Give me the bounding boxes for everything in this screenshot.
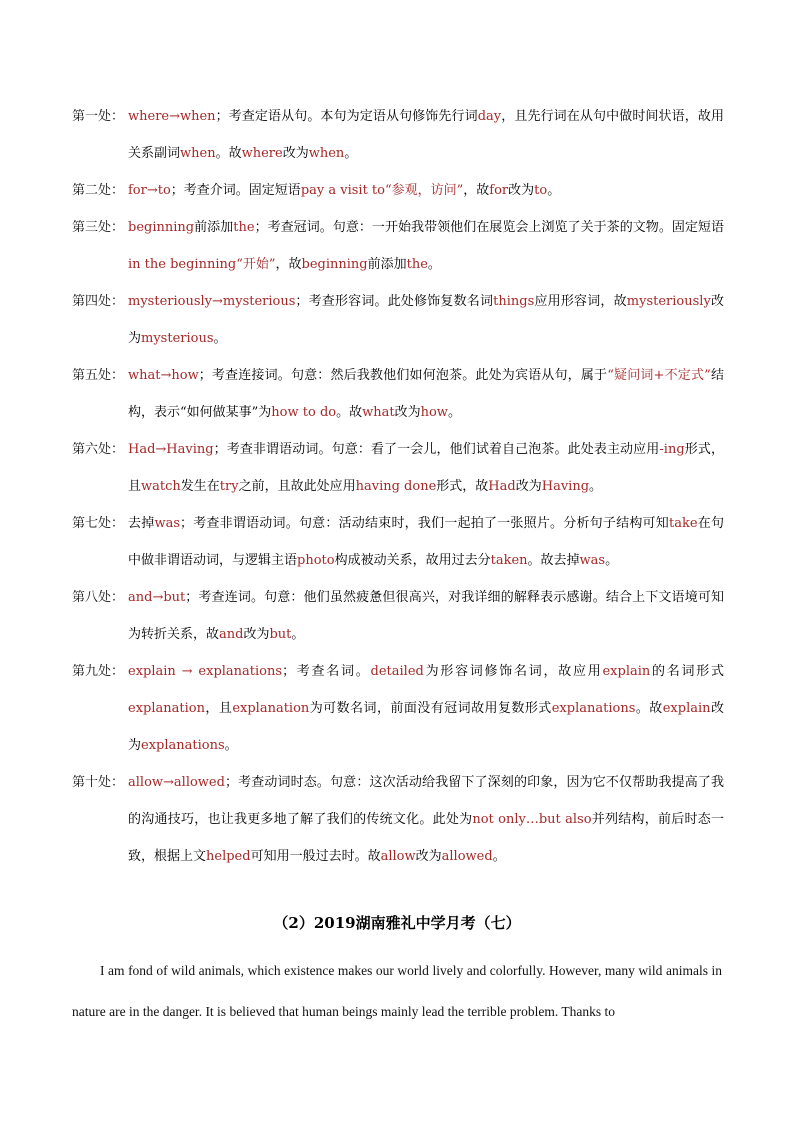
answer-label: 第五处： [72,368,125,383]
body-text: 改为 [282,146,309,161]
highlight-text: what→how [128,368,199,383]
body-text: 。 [224,738,238,753]
body-text: 改为 [128,294,724,346]
body-text: 。故 [215,146,242,161]
answer-text [128,220,724,272]
highlight-text: explain [662,701,711,716]
answer-label: 第一处： [72,109,125,124]
answer-text [128,109,724,161]
body-text: 。 [213,331,227,346]
highlight-text: “开始” [236,257,276,272]
body-text: 形式，故 [436,479,489,494]
body-text: 改为 [128,701,724,753]
answer-label: 第八处： [72,590,125,605]
highlight-text: not only…but also [472,812,592,827]
highlight-text: allow [380,849,416,864]
body-text: 之前，且故此处应用 [238,479,356,494]
highlight-text: explain [602,664,651,679]
body-text: 改为 [515,479,542,494]
highlight-text: explanations [141,738,225,753]
body-text: ，且 [204,701,233,716]
highlight-text: taken [490,553,528,568]
highlight-text: explanation [128,701,205,716]
answer-item [72,98,724,172]
highlight-text: and→but [128,590,186,605]
body-text: 形式，且 [128,442,724,494]
body-text: 的名词形式 [650,664,724,679]
answer-item [72,579,724,653]
answer-item [72,764,724,875]
answer-text [128,590,724,642]
body-text: 为形容词修饰名词，故应用 [423,664,603,679]
body-text: 前添加 [194,220,234,235]
body-text: 。 [427,257,441,272]
highlight-text: things [493,294,535,309]
highlight-text: try [219,479,239,494]
highlight-text: take [668,516,698,531]
highlight-text: mysteriously→mysterious [128,294,296,309]
answer-text [128,442,724,494]
body-text: 。故去掉 [527,553,580,568]
body-text: 改为 [508,183,535,198]
body-text: ，故 [463,183,490,198]
highlight-text: helped [206,849,251,864]
body-text: 前添加 [367,257,407,272]
answer-label: 第十处： [72,775,125,790]
body-text: 。 [344,146,358,161]
highlight-text: was [579,553,606,568]
body-text: 。故 [635,701,663,716]
highlight-text: beginning [301,257,368,272]
highlight-text: beginning [128,220,195,235]
body-text: 去掉 [128,516,155,531]
essay-paragraph: I am fond of wild animals, which existence makes our world lively and colorfully. However, many wild animals in nature are in the danger. It is believed that human beings mainly lead the terrible problem. Thanks to [72,963,722,1019]
highlight-text: when [308,146,345,161]
body-text: ；考查定语从句。本句为定语从句修饰先行词 [215,109,478,124]
body-text: 发生在 [180,479,220,494]
highlight-text: “参观，访问” [384,183,464,198]
body-text: 改为 [243,627,270,642]
highlight-text: where→when [128,109,216,124]
highlight-text: having done [355,479,437,494]
highlight-text: the [406,257,428,272]
answer-label: 第四处： [72,294,125,309]
body-text: 可知用一般过去时。故 [250,849,381,864]
highlight-text: where [241,146,283,161]
highlight-text: but [269,627,292,642]
answer-label: 第三处： [72,220,125,235]
highlight-text: for→to [128,183,171,198]
highlight-text: day [477,109,502,124]
highlight-text: explain → explanations [128,664,283,679]
answer-text [128,294,724,346]
answer-label: 第七处： [72,516,125,531]
body-text: 。故 [336,405,363,420]
highlight-text: how to do [271,405,337,420]
answer-list [72,98,724,875]
body-text: ；考查名词。 [282,664,371,679]
highlight-text: Had→Having [128,442,214,457]
body-text: ；考查动词时态。句意：这次活动给我留下了深刻的印象，因为它不仅帮助我提高了我的沟通技巧，也让我更多地了解了我们的传统文化。此处为 [128,775,724,827]
answer-text [128,664,724,753]
highlight-text: mysterious [141,331,214,346]
answer-label: 第六处： [72,442,125,457]
body-text: 。 [291,627,305,642]
body-text: ；考查非谓语动词。句意：看了一会儿，他们试着自己泡茶。此处表主动应用 [213,442,660,457]
highlight-text: pay a visit to [300,183,385,198]
highlight-text: Had [488,479,516,494]
body-text: ；考查冠词。句意：一开始我带领他们在展览会上浏览了关于茶的文物。固定短语 [254,220,724,235]
answer-item [72,357,724,431]
highlight-text: photo [297,553,335,568]
section-title: （2）2019湖南雅礼中学月考（七） [273,914,521,932]
answer-label: 第二处： [72,183,125,198]
highlight-text: when [180,146,216,161]
highlight-text: allowed [441,849,493,864]
highlight-text: explanations [551,701,636,716]
body-text: 。 [492,849,506,864]
body-text: ；考查形容词。此处修饰复数名词 [295,294,494,309]
answer-item [72,283,724,357]
body-text: 在句中做非谓语动词，与逻辑主语 [128,516,724,568]
highlight-text: in the beginning [128,257,237,272]
body-text: 应用形容词，故 [534,294,627,309]
highlight-text: allow→allowed [128,775,225,790]
answer-item [72,431,724,505]
body-text: 构成被动关系，故用过去分 [334,553,491,568]
highlight-text: how [420,405,448,420]
body-text: 。 [589,479,603,494]
answer-item [72,209,724,283]
body-text: 为可数名词，前面没有冠词故用复数形式 [309,701,552,716]
body-text: ，故 [275,257,302,272]
highlight-text: and [219,627,244,642]
body-text: ；考查介词。固定短语 [170,183,301,198]
highlight-text: -ing [659,442,685,457]
body-text: ，且先行词在从句中做时间状语，故用关系副词 [128,109,724,161]
highlight-text: was [154,516,180,531]
highlight-text: Having [541,479,590,494]
answer-text [128,516,724,568]
answer-label: 第九处： [72,664,125,679]
highlight-text: the [233,220,255,235]
body-text: 。 [447,405,461,420]
body-text: ；考查非谓语动词。句意：活动结束时，我们一起拍了一张照片。分析句子结构可知 [180,516,669,531]
highlight-text: detailed [370,664,424,679]
answer-item [72,172,724,209]
body-text: 结构，表示“如何做某事”为 [128,368,724,420]
body-text: 。 [605,553,619,568]
highlight-text: explanation [232,701,310,716]
answer-item [72,505,724,579]
body-text: ；考查连接词。句意：然后我教他们如何泡茶。此处为宾语从句，属于 [198,368,608,383]
highlight-text: “疑问词+不定式” [607,368,711,383]
highlight-text: watch [141,479,181,494]
answer-text [128,775,724,864]
answer-text [128,183,560,198]
highlight-text: to [534,183,548,198]
highlight-text: for [489,183,509,198]
body-text: 改为 [394,405,421,420]
body-text: 并列结构，前后时态一致，根据上文 [128,812,724,864]
answer-text [128,368,724,420]
highlight-text: mysteriously [626,294,711,309]
highlight-text: what [362,405,395,420]
body-text: ；考查连词。句意：他们虽然疲惫但很高兴，对我详细的解释表示感谢。结合上下文语境可知为转折关系，故 [128,590,724,642]
answer-item [72,653,724,764]
body-text: 。 [547,183,561,198]
body-text: 改为 [415,849,442,864]
